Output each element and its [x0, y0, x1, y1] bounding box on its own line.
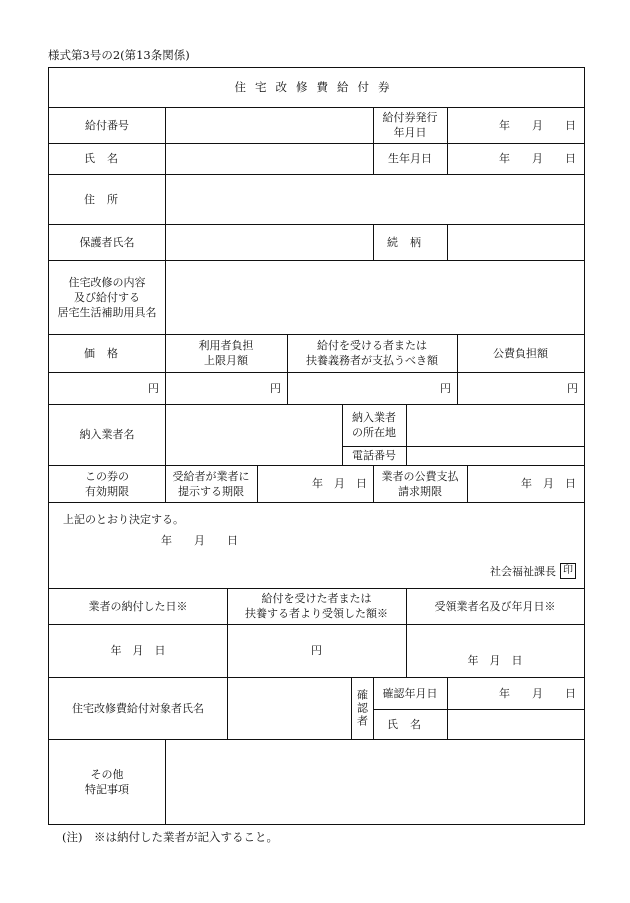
claim-deadline-date[interactable]: 年 月 日: [521, 477, 576, 490]
renovation-label-line3: 居宅生活補助用具名: [57, 305, 157, 319]
supplier-address-label-line2: の所在地: [352, 426, 396, 439]
confirm-date-value[interactable]: 年 月 日: [499, 686, 576, 700]
target-name-label: 住宅改修費給付対象者氏名: [72, 701, 204, 715]
col-divider: [406, 404, 407, 465]
col-divider: [165, 739, 166, 824]
user-burden-label-line1: 利用者負担: [198, 339, 254, 352]
user-burden-label-line2: 上限月額: [204, 354, 248, 367]
relationship-label: 続柄: [387, 235, 433, 249]
birth-date-label: 生年月日: [388, 152, 432, 165]
received-amount-label: [227, 588, 406, 624]
price-yen[interactable]: 円: [148, 381, 159, 395]
decision-statement: 上記のとおり決定する。: [63, 512, 184, 526]
director-signature: [349, 560, 576, 582]
validity-label: [49, 465, 165, 502]
form-reference: 様式第3号の2(第13条関係): [48, 48, 190, 62]
col-divider: [165, 404, 166, 465]
guardian-name-label: 保護者氏名: [79, 235, 135, 249]
received-amount-yen[interactable]: 円: [311, 644, 322, 657]
payer-amount-label-line1: 給付を受ける者または: [317, 339, 427, 352]
name-label: 氏名: [84, 152, 130, 165]
public-burden-yen[interactable]: 円: [567, 381, 578, 395]
present-deadline-label-line1: 受給者が業者に: [172, 469, 250, 483]
received-amount-label-line1: 給付を受けた者または: [261, 592, 372, 605]
director-title: 社会福祉課長: [490, 564, 556, 578]
col-divider: [447, 224, 448, 260]
col-divider: [227, 677, 228, 739]
user-burden-yen[interactable]: 円: [270, 381, 281, 395]
renovation-label: [49, 260, 165, 334]
confirmer-label-cell: [351, 677, 373, 739]
supplier-name-label: 納入業者名: [79, 428, 135, 441]
delivered-date-label: 業者の納付した日※: [88, 599, 188, 613]
address-label: 住所: [84, 192, 130, 206]
validity-label-line2: 有効期限: [85, 484, 129, 498]
claim-deadline-label: [373, 465, 467, 502]
price-label: 価格: [84, 346, 130, 360]
public-burden-label: 公費負担額: [493, 346, 548, 360]
confirmer-label: 確認者: [355, 688, 369, 728]
claim-deadline-label-line1: 業者の公費支払: [381, 469, 459, 483]
col-divider: [165, 107, 166, 334]
form-title: 住宅改修費給付券: [234, 80, 399, 94]
issue-date-value[interactable]: 年 月 日: [499, 118, 576, 132]
issue-date-label-line2: 年月日: [393, 126, 427, 139]
payer-amount-label-line2: 扶養義務者が支払うべき額: [306, 354, 438, 367]
voucher-number-label: 給付番号: [85, 118, 129, 132]
receiver-info-label: 受領業者名及び年月日※: [434, 599, 556, 613]
remarks-label-line1: その他: [90, 767, 124, 781]
supplier-address-label-line1: 納入業者: [352, 411, 396, 424]
user-burden-label: [165, 334, 287, 372]
footnote: (注) ※は納付した業者が記入すること。: [62, 830, 278, 844]
birth-date-value[interactable]: 年 月 日: [499, 152, 576, 165]
received-amount-label-line2: 扶養する者より受領した額※: [245, 607, 388, 620]
issue-date-label-line1: 給付券発行: [382, 111, 438, 124]
issue-date-label: [373, 107, 447, 143]
present-deadline-label: [165, 465, 257, 502]
voucher-form: [48, 67, 585, 825]
delivered-date-value[interactable]: 年 月 日: [110, 644, 166, 657]
validity-label-line1: この券の: [85, 469, 129, 483]
payer-amount-yen[interactable]: 円: [440, 381, 451, 395]
confirm-date-label: 確認年月日: [382, 686, 438, 700]
confirm-name-label: 氏名: [387, 717, 433, 731]
payer-amount-label: [287, 334, 457, 372]
remarks-label: [49, 739, 165, 824]
remarks-label-line2: 特記事項: [85, 782, 129, 796]
row-divider: [49, 502, 584, 503]
decision-date[interactable]: 年 月 日: [161, 533, 238, 547]
phone-label: 電話番号: [352, 449, 396, 462]
seal-mark: 印: [560, 563, 576, 579]
receiver-date-value[interactable]: 年 月 日: [467, 654, 523, 667]
renovation-label-line1: 住宅改修の内容: [68, 275, 146, 289]
claim-deadline-label-line2: 請求期限: [398, 484, 442, 498]
present-deadline-label-line2: 提示する期限: [178, 484, 244, 498]
renovation-label-line2: 及び給付する: [74, 290, 140, 304]
present-deadline-date[interactable]: 年 月 日: [312, 477, 367, 490]
supplier-address-label: [342, 404, 406, 446]
